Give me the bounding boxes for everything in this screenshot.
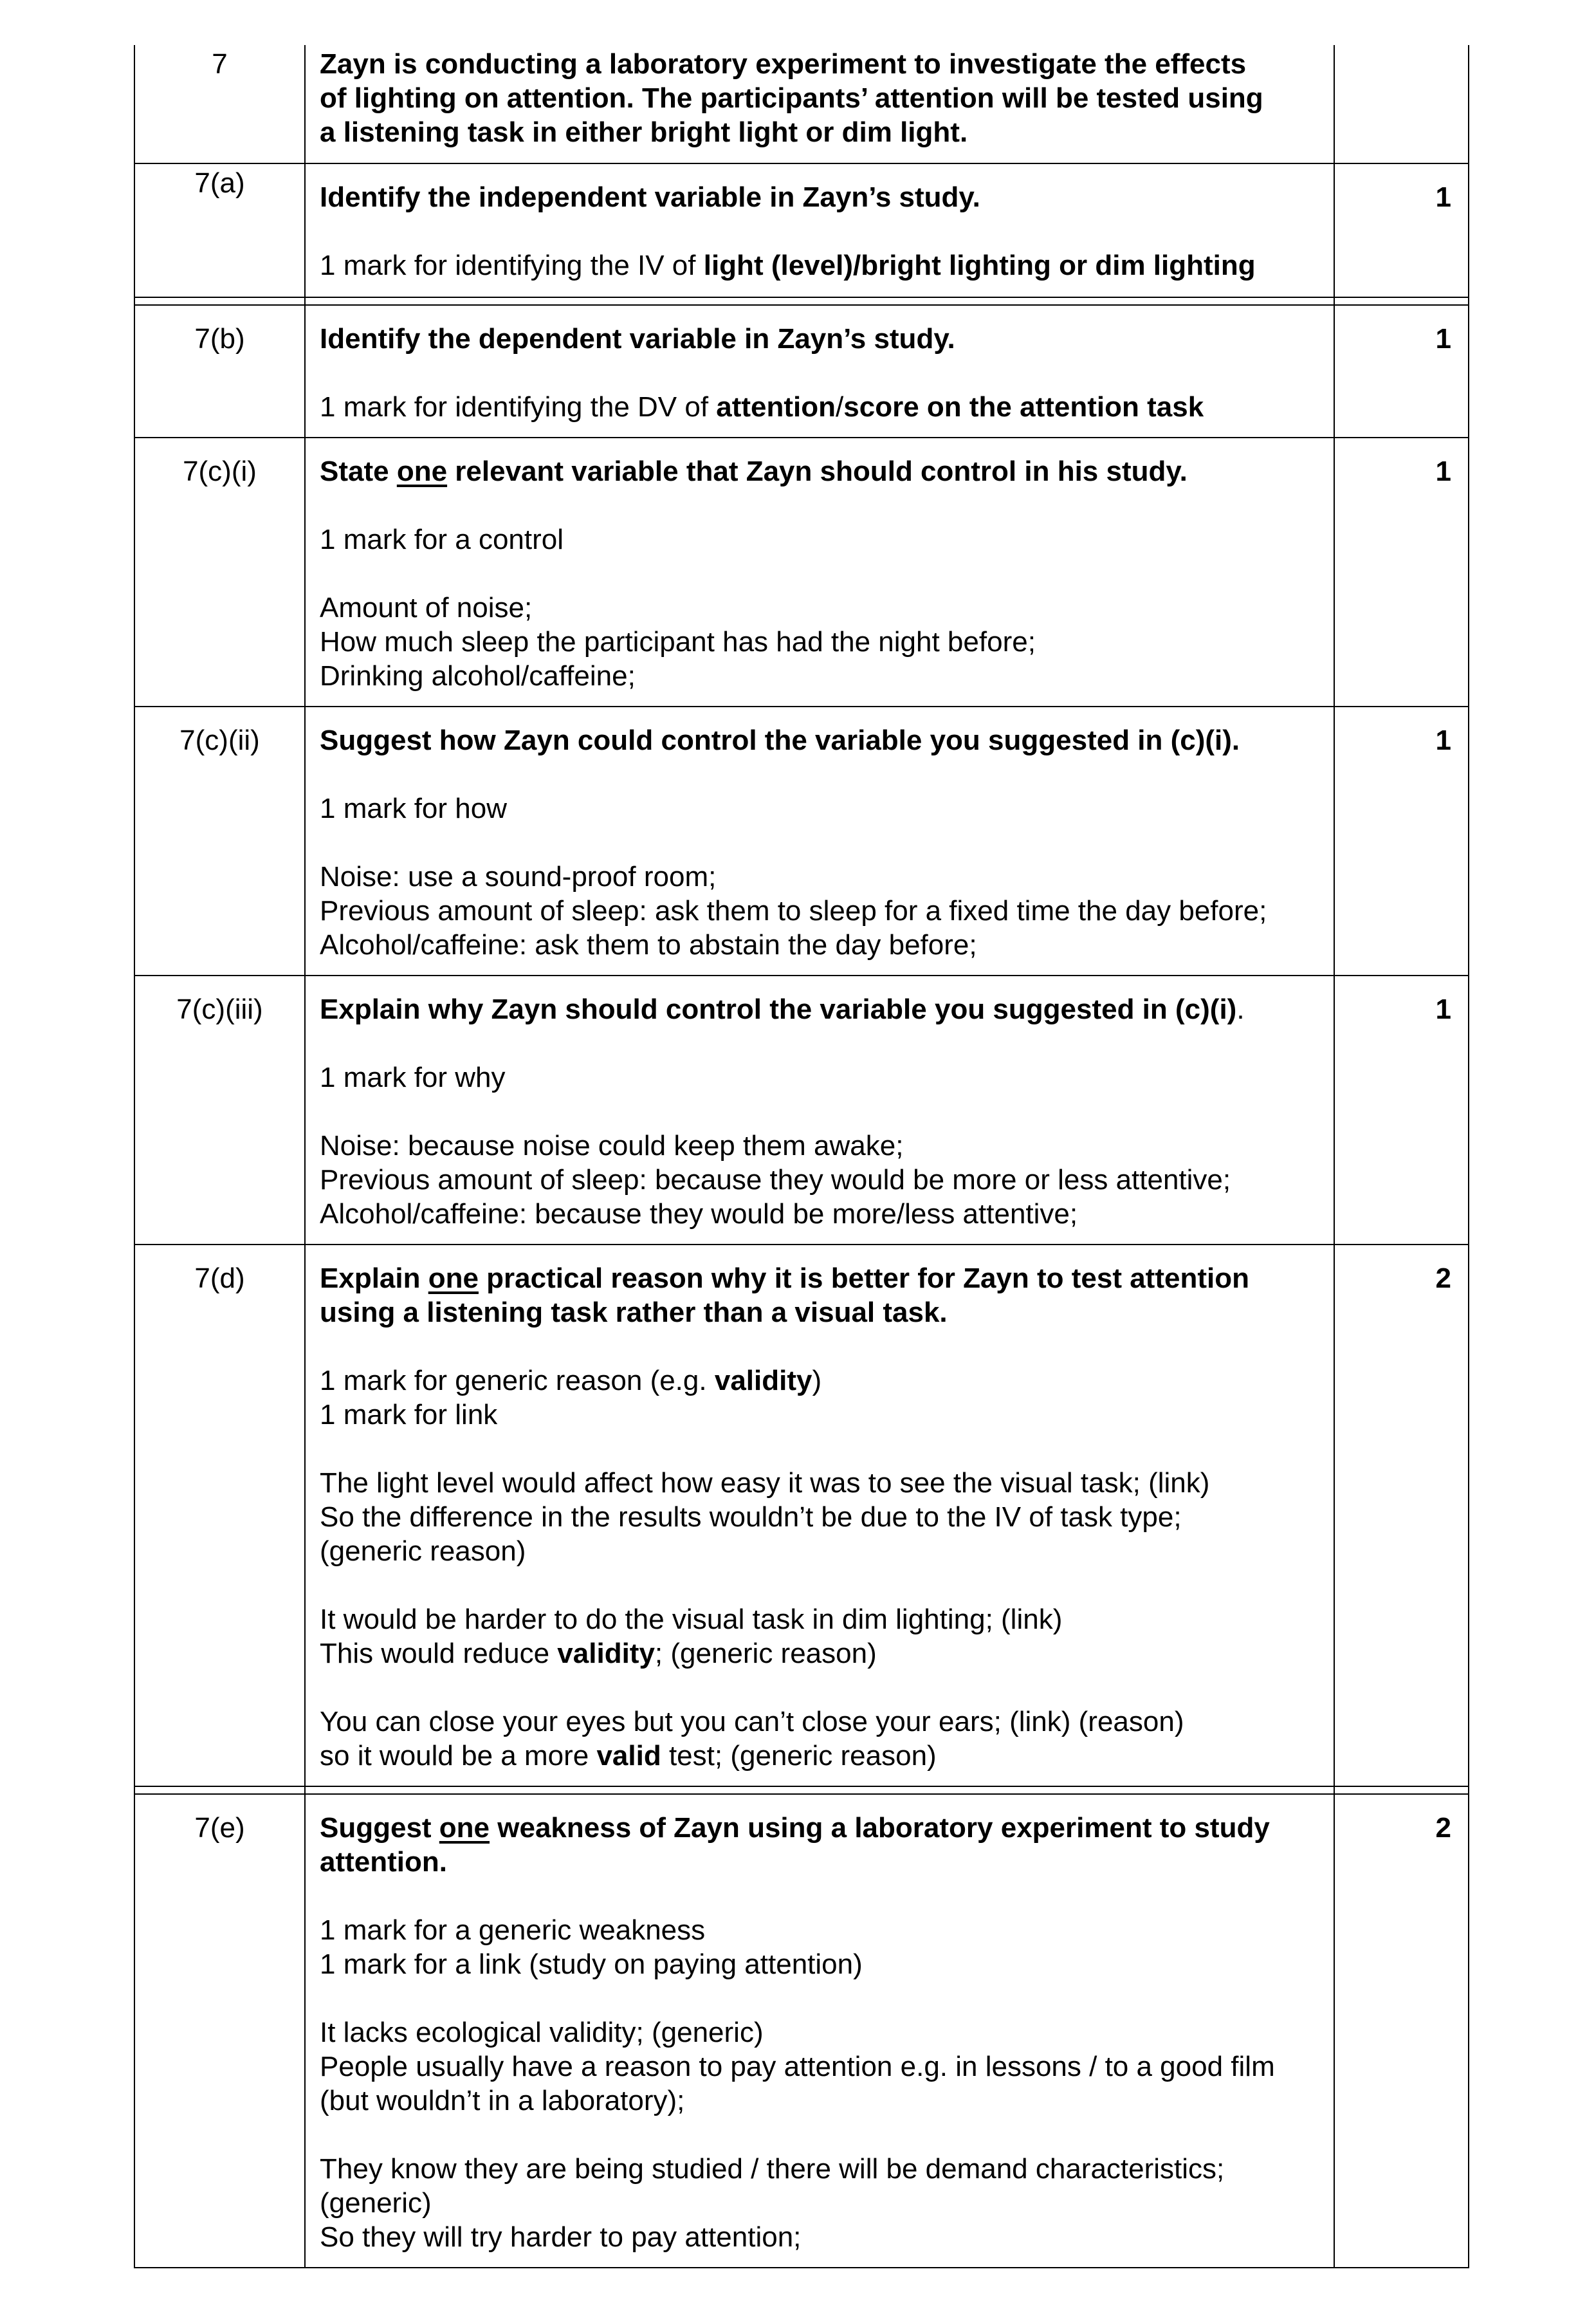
marks-cell: 1	[1334, 438, 1469, 707]
answer-cell	[305, 707, 1334, 976]
marking-guidance: 1 mark for a generic weakness	[320, 1914, 706, 1946]
answer-line: They know they are being studied / there will be demand characteristics;	[320, 2153, 1225, 2185]
answer-line: So the difference in the results wouldn’t be due to the IV of task type;	[320, 1501, 1182, 1533]
answer-line: Noise: because noise could keep them awake;	[320, 1130, 904, 1162]
marks-cell	[1334, 45, 1469, 163]
mark-scheme-page	[134, 45, 1468, 2268]
answer-cell	[305, 976, 1334, 1245]
marking-guidance: 1 mark for a control	[320, 524, 564, 555]
question-number: 7(c)(ii)	[134, 707, 305, 976]
question-stem	[305, 45, 1334, 163]
answer-line: So they will try harder to pay attention;	[320, 2221, 802, 2253]
marking-guidance: 1 mark for identifying the IV of light (level)/bright lighting or dim lighting	[320, 250, 1256, 281]
table-row	[134, 45, 1469, 163]
question-number: 7(c)(iii)	[134, 976, 305, 1245]
table-row	[134, 438, 1469, 707]
table-row	[134, 976, 1469, 1245]
answer-line: Alcohol/caffeine: ask them to abstain the day before;	[320, 929, 977, 961]
answer-line: (generic)	[320, 2187, 432, 2219]
question-text: a listening task in either bright light or dim light.	[320, 116, 968, 148]
table-row	[134, 1245, 1469, 1786]
answer-line: Previous amount of sleep: ask them to sleep for a fixed time the day before;	[320, 895, 1267, 927]
question-text: Suggest how Zayn could control the variable you suggested in (c)(i).	[320, 725, 1240, 756]
marks-cell: 1	[1334, 305, 1469, 438]
question-text: Identify the dependent variable in Zayn’s study.	[320, 323, 955, 355]
question-text: Zayn is conducting a laboratory experiment to investigate the effects	[320, 48, 1247, 80]
marks-cell: 1	[1334, 163, 1469, 297]
marks-cell: 2	[1334, 1245, 1469, 1786]
answer-line: This would reduce validity; (generic reason)	[320, 1638, 877, 1669]
answer-cell	[305, 163, 1334, 297]
question-number: 7(e)	[134, 1794, 305, 2268]
answer-line: The light level would affect how easy it was to see the visual task; (link)	[320, 1467, 1210, 1499]
answer-cell	[305, 305, 1334, 438]
question-text: Explain why Zayn should control the variable you suggested in (c)(i).	[320, 994, 1245, 1025]
question-number: 7(a)	[134, 163, 305, 297]
marking-guidance: 1 mark for generic reason (e.g. validity)	[320, 1365, 822, 1396]
answer-line: Amount of noise;	[320, 592, 533, 624]
answer-line: Alcohol/caffeine: because they would be more/less attentive;	[320, 1198, 1078, 1230]
mark-scheme-table	[134, 45, 1469, 2268]
question-text: of lighting on attention. The participants’ attention will be tested using	[320, 82, 1263, 114]
double-divider	[134, 297, 1469, 305]
question-text: Identify the independent variable in Zayn’s study.	[320, 181, 980, 213]
answer-line: Drinking alcohol/caffeine;	[320, 660, 636, 692]
answer-line: Noise: use a sound-proof room;	[320, 861, 717, 893]
answer-line: It lacks ecological validity; (generic)	[320, 2017, 764, 2048]
answer-line: so it would be a more valid test; (generic reason)	[320, 1740, 937, 1772]
question-text: State one relevant variable that Zayn should control in his study.	[320, 456, 1188, 487]
question-number: 7	[134, 45, 305, 163]
marking-guidance: 1 mark for why	[320, 1062, 506, 1093]
answer-line: Previous amount of sleep: because they would be more or less attentive;	[320, 1164, 1231, 1196]
question-text: Explain one practical reason why it is better for Zayn to test attention	[320, 1263, 1249, 1294]
marking-guidance: 1 mark for a link (study on paying attention)	[320, 1948, 863, 1980]
marking-guidance: 1 mark for identifying the DV of attention/score on the attention task	[320, 391, 1204, 423]
question-text: using a listening task rather than a visual task.	[320, 1297, 948, 1328]
answer-line: You can close your eyes but you can’t close your ears; (link) (reason)	[320, 1706, 1184, 1737]
table-row	[134, 1794, 1469, 2268]
marking-guidance: 1 mark for how	[320, 793, 507, 824]
table-row	[134, 163, 1469, 297]
table-row	[134, 305, 1469, 438]
marks-cell: 1	[1334, 707, 1469, 976]
answer-line: It would be harder to do the visual task in dim lighting; (link)	[320, 1604, 1063, 1635]
question-text: Suggest one weakness of Zayn using a laboratory experiment to study	[320, 1812, 1270, 1844]
answer-cell	[305, 1794, 1334, 2268]
question-number: 7(b)	[134, 305, 305, 438]
marking-guidance: 1 mark for link	[320, 1399, 498, 1430]
double-divider	[134, 1786, 1469, 1794]
answer-cell	[305, 438, 1334, 707]
table-row	[134, 707, 1469, 976]
question-number: 7(c)(i)	[134, 438, 305, 707]
answer-cell	[305, 1245, 1334, 1786]
answer-line: People usually have a reason to pay attention e.g. in lessons / to a good film	[320, 2051, 1275, 2082]
answer-line: (generic reason)	[320, 1535, 526, 1567]
answer-line: (but wouldn’t in a laboratory);	[320, 2085, 685, 2116]
question-number: 7(d)	[134, 1245, 305, 1786]
marks-cell: 2	[1334, 1794, 1469, 2268]
marks-cell: 1	[1334, 976, 1469, 1245]
question-text: attention.	[320, 1846, 447, 1878]
answer-line: How much sleep the participant has had the night before;	[320, 626, 1036, 658]
